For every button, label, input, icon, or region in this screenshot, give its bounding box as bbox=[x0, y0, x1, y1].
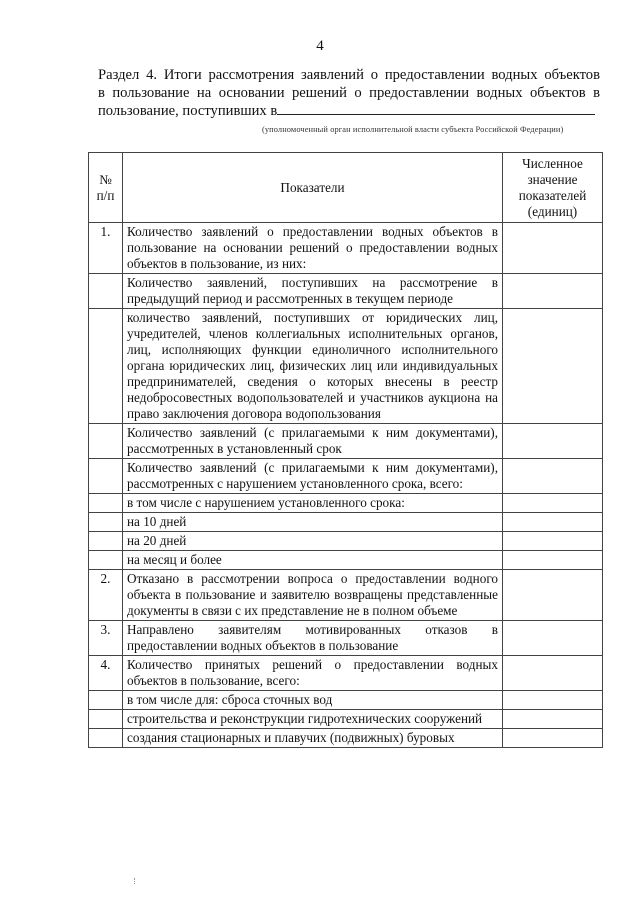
row-value-cell bbox=[503, 494, 603, 513]
indicators-table bbox=[88, 152, 603, 748]
table-row bbox=[89, 309, 603, 424]
row-indicator: на 10 дней bbox=[123, 513, 503, 532]
row-num bbox=[89, 274, 123, 309]
row-value-cell bbox=[503, 459, 603, 494]
scan-mark bbox=[134, 878, 145, 884]
row-num bbox=[89, 532, 123, 551]
table-row bbox=[89, 424, 603, 459]
row-value-cell bbox=[503, 691, 603, 710]
row-indicator: Отказано в рассмотрении вопроса о предоставлении водного объекта в пользование и заявителю возвращены представленные документы в связи с их представление не в полном объеме bbox=[123, 570, 503, 621]
heading-line-2: в пользование на основании решений о предоставлении водных объектов в bbox=[98, 85, 600, 101]
table-row bbox=[89, 710, 603, 729]
row-value-cell bbox=[503, 532, 603, 551]
row-value-cell bbox=[503, 424, 603, 459]
row-num bbox=[89, 691, 123, 710]
table-row bbox=[89, 691, 603, 710]
row-indicator: Количество принятых решений о предоставлении водных объектов в пользование, всего: bbox=[123, 656, 503, 691]
row-num bbox=[89, 710, 123, 729]
table-row bbox=[89, 513, 603, 532]
row-num bbox=[89, 309, 123, 424]
heading-line-3 bbox=[98, 102, 600, 120]
table-row bbox=[89, 532, 603, 551]
row-indicator: на месяц и более bbox=[123, 551, 503, 570]
row-indicator: создания стационарных и плавучих (подвижных) буровых bbox=[123, 729, 503, 748]
row-indicator: Количество заявлений (с прилагаемыми к ним документами), рассмотренных в установленный срок bbox=[123, 424, 503, 459]
table-row bbox=[89, 459, 603, 494]
header-num: № п/п bbox=[89, 153, 123, 223]
row-num: 4. bbox=[89, 656, 123, 691]
page-number: 4 bbox=[316, 38, 324, 54]
row-value-cell bbox=[503, 551, 603, 570]
row-num bbox=[89, 424, 123, 459]
row-value-cell bbox=[503, 570, 603, 621]
table-row bbox=[89, 551, 603, 570]
row-value-cell bbox=[503, 309, 603, 424]
row-num: 1. bbox=[89, 223, 123, 274]
table-row bbox=[89, 494, 603, 513]
row-value-cell bbox=[503, 513, 603, 532]
row-value-cell bbox=[503, 729, 603, 748]
table-row bbox=[89, 223, 603, 274]
table-row bbox=[89, 656, 603, 691]
row-value-cell bbox=[503, 710, 603, 729]
row-num bbox=[89, 494, 123, 513]
row-indicator: Количество заявлений (с прилагаемыми к ним документами), рассмотренных с нарушением установленного срока, всего: bbox=[123, 459, 503, 494]
header-indicator: Показатели bbox=[123, 153, 503, 223]
row-indicator: Направлено заявителям мотивированных отказов в предоставлении водных объектов в пользование bbox=[123, 621, 503, 656]
row-value-cell bbox=[503, 656, 603, 691]
row-indicator: количество заявлений, поступивших от юридических лиц, учредителей, членов коллегиальных исполнительных органов, лиц, исполняющих функции единоличного исполнительного органа юридических лиц, физических лиц или индивидуальных предпринимателей, сведения о которых внесены в реестр недобросовестных водопользователей и участников аукциона на право заключения договора водопользования bbox=[123, 309, 503, 424]
row-num: 2. bbox=[89, 570, 123, 621]
row-num bbox=[89, 459, 123, 494]
table-row bbox=[89, 274, 603, 309]
authority-caption: (уполномоченный орган исполнительной власти субъекта Российской Федерации) bbox=[262, 125, 564, 134]
row-indicator: Количество заявлений, поступивших на рассмотрение в предыдущий период и рассмотренных в текущем периоде bbox=[123, 274, 503, 309]
table-row bbox=[89, 621, 603, 656]
header-value: Численное значение показателей (единиц) bbox=[503, 153, 603, 223]
section-heading bbox=[98, 66, 600, 120]
row-value-cell bbox=[503, 274, 603, 309]
heading-line-3-text: пользование, поступивших в bbox=[98, 103, 278, 119]
row-indicator: строительства и реконструкции гидротехнических сооружений bbox=[123, 710, 503, 729]
row-indicator: на 20 дней bbox=[123, 532, 503, 551]
table-row bbox=[89, 570, 603, 621]
heading-line-1: Раздел 4. Итоги рассмотрения заявлений о предоставлении водных объектов bbox=[98, 67, 600, 83]
row-indicator: в том числе с нарушением установленного срока: bbox=[123, 494, 503, 513]
row-indicator: Количество заявлений о предоставлении водных объектов в пользование на основании решений о предоставлении водных объектов в пользование, из них: bbox=[123, 223, 503, 274]
authority-blank-line bbox=[277, 102, 595, 115]
row-num bbox=[89, 513, 123, 532]
row-value-cell bbox=[503, 223, 603, 274]
row-indicator: в том числе для: сброса сточных вод bbox=[123, 691, 503, 710]
row-num: 3. bbox=[89, 621, 123, 656]
row-num bbox=[89, 729, 123, 748]
table-row bbox=[89, 729, 603, 748]
row-num bbox=[89, 551, 123, 570]
row-value-cell bbox=[503, 621, 603, 656]
